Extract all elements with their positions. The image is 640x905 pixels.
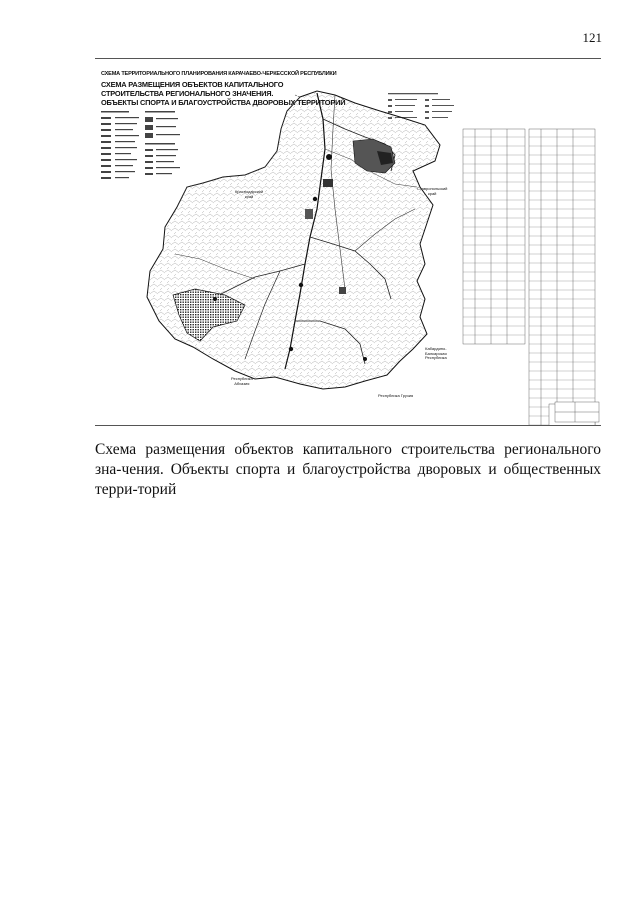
map-title-line-4: ОБЪЕКТЫ СПОРТА И БЛАГОУСТРОЙСТВА ДВОРОВЫХ ТЕРРИТОРИЙ (101, 98, 346, 107)
map-title-line-2: СХЕМА РАЗМЕЩЕНИЯ ОБЪЕКТОВ КАПИТАЛЬНОГО (101, 80, 284, 89)
figure-caption: Схема размещения объектов капитального строительства регионального зна-чения. Объекты спорта и благоустройства дворовых и общественных терри-торий (95, 441, 601, 498)
region-label-krasnodar: Краснодарский край (235, 189, 264, 199)
region-label-stavropol: Ставропольский край (417, 186, 448, 196)
map-figure (95, 58, 601, 426)
data-tables (463, 129, 595, 425)
map-title-line-1: СХЕМА ТЕРРИТОРИАЛЬНОГО ПЛАНИРОВАНИЯ КАРАЧАЕВО-ЧЕРКЕССКОЙ РЕСПУБЛИКИ (101, 71, 337, 77)
region-label-georgia: Республика Грузия (378, 393, 414, 398)
region-label-abkhazia: Республика Абхазия (231, 376, 253, 386)
map-graphic (95, 59, 601, 425)
region-map (147, 91, 440, 389)
legend-left (101, 111, 180, 179)
legend-top (388, 93, 454, 119)
region-label-kbr: Кабардино- Балкарская Республика (425, 346, 447, 361)
map-title-line-3: СТРОИТЕЛЬСТВА РЕГИОНАЛЬНОГО ЗНАЧЕНИЯ. (101, 89, 274, 98)
page-number: 121 (582, 30, 602, 45)
title-stamp (555, 402, 599, 422)
